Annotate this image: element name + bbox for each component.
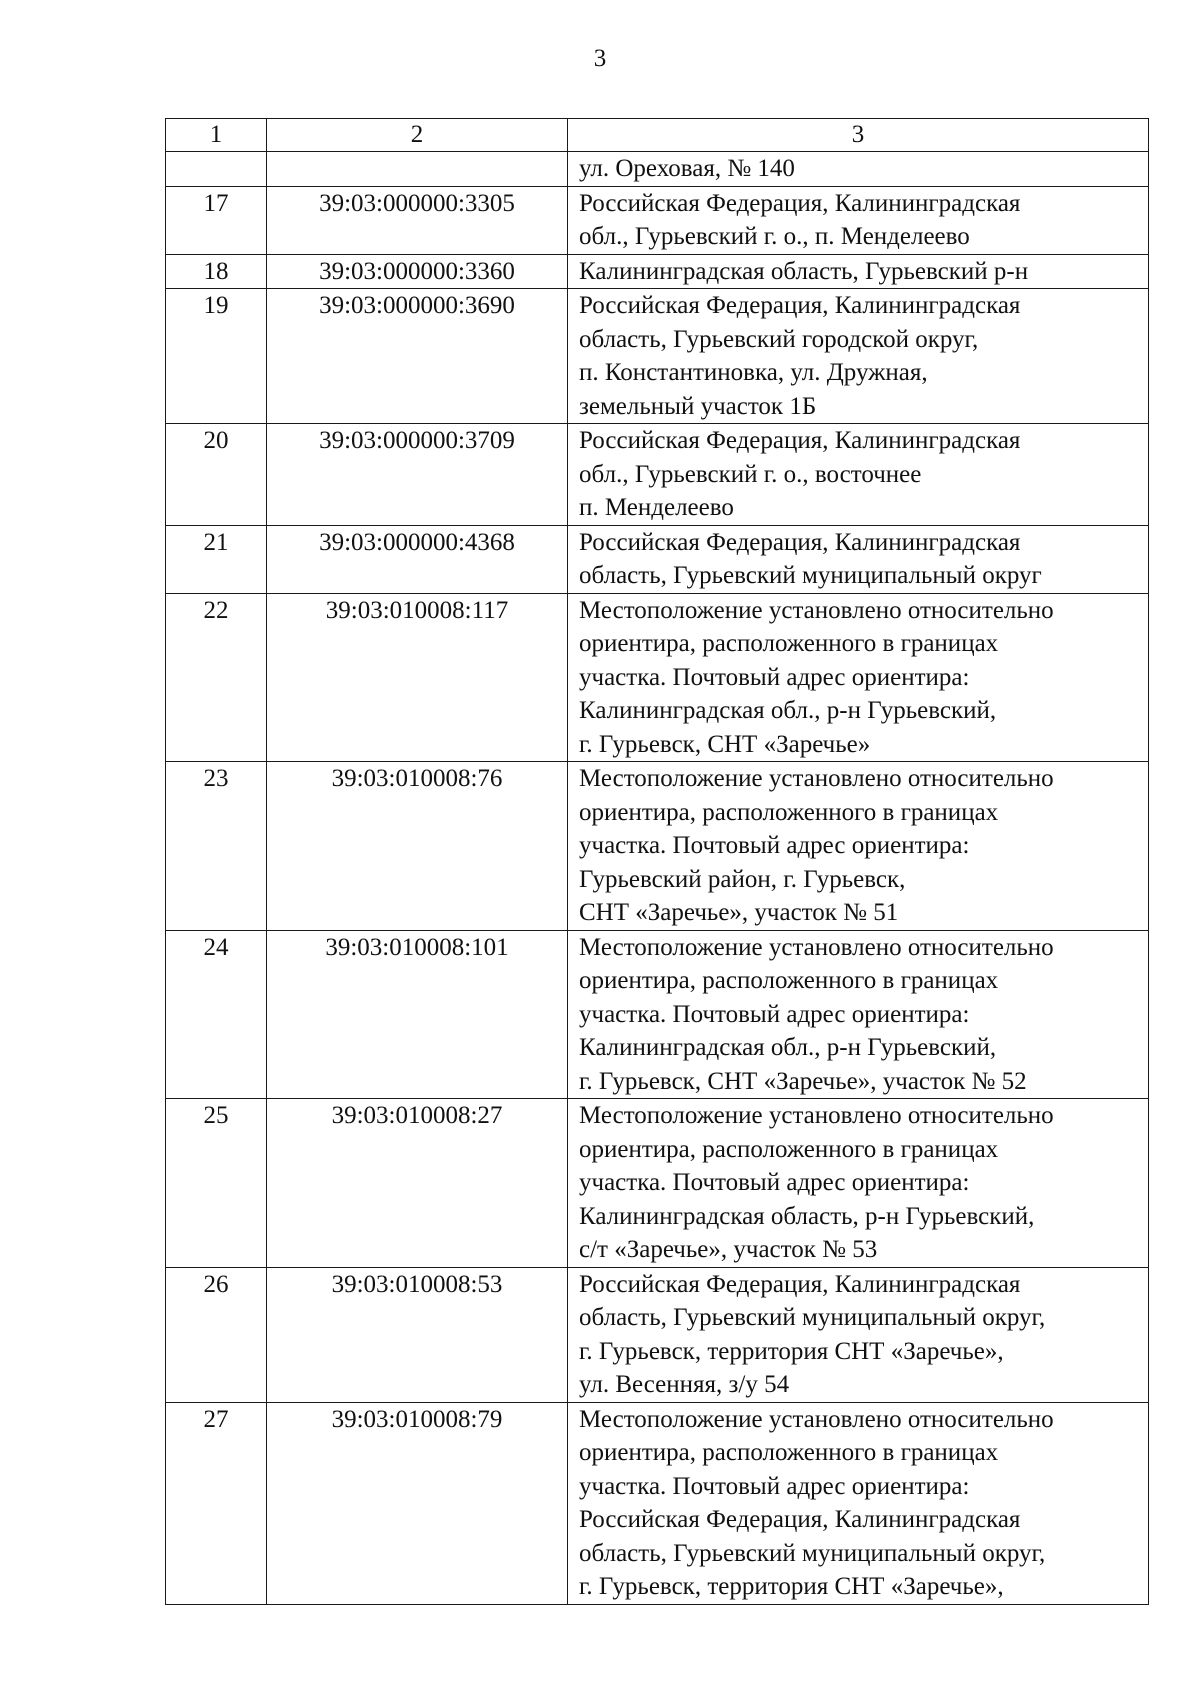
address-cell (568, 289, 1149, 424)
address-line: Местоположение установлено относительно (579, 1102, 1054, 1129)
cadastral-number-cell: 39:03:000000:3305 (267, 186, 568, 254)
row-number-cell: 21 (166, 525, 267, 593)
address-cell (568, 930, 1149, 1099)
address-line: Местоположение установлено относительно (579, 1405, 1054, 1433)
row-number-cell: 20 (166, 424, 267, 526)
address-line: Калининградская область, р-н Гурьевский, (579, 1202, 1035, 1230)
address-line: Местоположение установлено относительно (579, 765, 1054, 792)
address-cell (568, 254, 1149, 289)
table-row (166, 186, 1149, 254)
address-line: ориентира, расположенного в границах (579, 1439, 999, 1466)
address-cell (568, 152, 1149, 187)
address-line: ул. Ореховая, № 140 (579, 155, 795, 182)
cadastral-number-cell: 39:03:000000:3709 (267, 424, 568, 526)
cadastral-number-cell: 39:03:010008:117 (267, 593, 568, 762)
table-row (166, 593, 1149, 762)
address-line: п. Константиновка, ул. Дружная, (579, 359, 928, 386)
header-cell-address: 3 (568, 119, 1149, 152)
address-line: область, Гурьевский муниципальный округ (579, 562, 1042, 589)
parcel-table (165, 118, 1149, 1605)
address-line: область, Гурьевский муниципальный округ, (579, 1539, 1046, 1567)
row-number-cell: 17 (166, 186, 267, 254)
address-line: область, Гурьевский муниципальный округ, (579, 1304, 1046, 1331)
address-line: Местоположение установлено относительно (579, 933, 1054, 961)
address-line: Местоположение установлено относительно (579, 596, 1054, 624)
address-line: Российская Федерация, Калининградская (579, 189, 1021, 217)
table-row (166, 1099, 1149, 1268)
table-row (166, 254, 1149, 289)
address-line: СНТ «Заречье», участок № 51 (579, 899, 899, 926)
address-line: Гурьевский район, г. Гурьевск, (579, 865, 906, 893)
header-cell-number: 1 (166, 119, 267, 152)
table-row (166, 424, 1149, 526)
cadastral-number-cell: 39:03:010008:53 (267, 1267, 568, 1402)
address-line: ул. Весенняя, з/у 54 (579, 1371, 790, 1398)
address-line: г. Гурьевск, СНТ «Заречье» (579, 730, 871, 758)
address-line: Калининградская обл., р-н Гурьевский, (579, 697, 997, 724)
row-number-cell: 22 (166, 593, 267, 762)
cadastral-number-cell: 39:03:010008:27 (267, 1099, 568, 1268)
page-number: 3 (593, 45, 607, 72)
address-line: Российская Федерация, Калининградская (579, 1506, 1021, 1533)
address-line: земельный участок 1Б (579, 392, 817, 420)
address-line: Калининградская обл., р-н Гурьевский, (579, 1034, 997, 1061)
cadastral-number-cell: 39:03:000000:3690 (267, 289, 568, 424)
row-number-cell: 25 (166, 1099, 267, 1268)
address-line: ориентира, расположенного в границах (579, 967, 999, 994)
table-row (166, 762, 1149, 931)
address-line: обл., Гурьевский г. о., п. Менделеево (579, 223, 970, 250)
table-row (166, 930, 1149, 1099)
cadastral-number-cell: 39:03:000000:4368 (267, 525, 568, 593)
row-number-cell: 24 (166, 930, 267, 1099)
row-number-cell: 27 (166, 1402, 267, 1604)
address-line: участка. Почтовый адрес ориентира: (579, 663, 970, 691)
header-cell-cadastral: 2 (267, 119, 568, 152)
address-line: Российская Федерация, Калининградская (579, 1270, 1021, 1298)
row-number-cell (166, 152, 267, 187)
address-line: ориентира, расположенного в границах (579, 798, 999, 826)
address-line: Калининградская область, Гурьевский р-н (579, 257, 1029, 285)
address-line: ориентира, расположенного в границах (579, 630, 999, 657)
address-line: область, Гурьевский городской округ, (579, 325, 979, 353)
row-number-cell: 23 (166, 762, 267, 931)
address-line: Российская Федерация, Калининградская (579, 427, 1021, 454)
address-line: участка. Почтовый адрес ориентира: (579, 1472, 970, 1500)
row-number-cell: 18 (166, 254, 267, 289)
address-line: г. Гурьевск, территория СНТ «Заречье», (579, 1573, 1004, 1600)
address-cell (568, 1267, 1149, 1402)
address-cell (568, 1099, 1149, 1268)
address-line: ориентира, расположенного в границах (579, 1135, 999, 1163)
cadastral-number-cell: 39:03:010008:76 (267, 762, 568, 931)
address-line: Российская Федерация, Калининградская (579, 528, 1021, 556)
address-line: г. Гурьевск, территория СНТ «Заречье», (579, 1337, 1004, 1365)
row-number-cell: 19 (166, 289, 267, 424)
address-cell (568, 762, 1149, 931)
table-row (166, 1267, 1149, 1402)
address-line: г. Гурьевск, СНТ «Заречье», участок № 52 (579, 1067, 1027, 1095)
address-line: с/т «Заречье», участок № 53 (579, 1236, 878, 1263)
address-line: п. Менделеево (579, 494, 734, 521)
address-line: обл., Гурьевский г. о., восточнее (579, 460, 922, 488)
cadastral-number-cell (267, 152, 568, 187)
address-line: участка. Почтовый адрес ориентира: (579, 1000, 970, 1028)
address-line: Российская Федерация, Калининградская (579, 292, 1021, 319)
address-line: участка. Почтовый адрес ориентира: (579, 1169, 970, 1196)
cadastral-number-cell: 39:03:010008:79 (267, 1402, 568, 1604)
table-header-row (166, 119, 1149, 152)
address-line: участка. Почтовый адрес ориентира: (579, 832, 970, 859)
table-row (166, 525, 1149, 593)
table-row (166, 152, 1149, 187)
address-cell (568, 186, 1149, 254)
cadastral-number-cell: 39:03:000000:3360 (267, 254, 568, 289)
address-cell (568, 424, 1149, 526)
address-cell (568, 593, 1149, 762)
table-row (166, 289, 1149, 424)
table-row (166, 1402, 1149, 1604)
parcel-table-body (166, 119, 1149, 1605)
address-cell (568, 1402, 1149, 1604)
cadastral-number-cell: 39:03:010008:101 (267, 930, 568, 1099)
address-cell (568, 525, 1149, 593)
row-number-cell: 26 (166, 1267, 267, 1402)
